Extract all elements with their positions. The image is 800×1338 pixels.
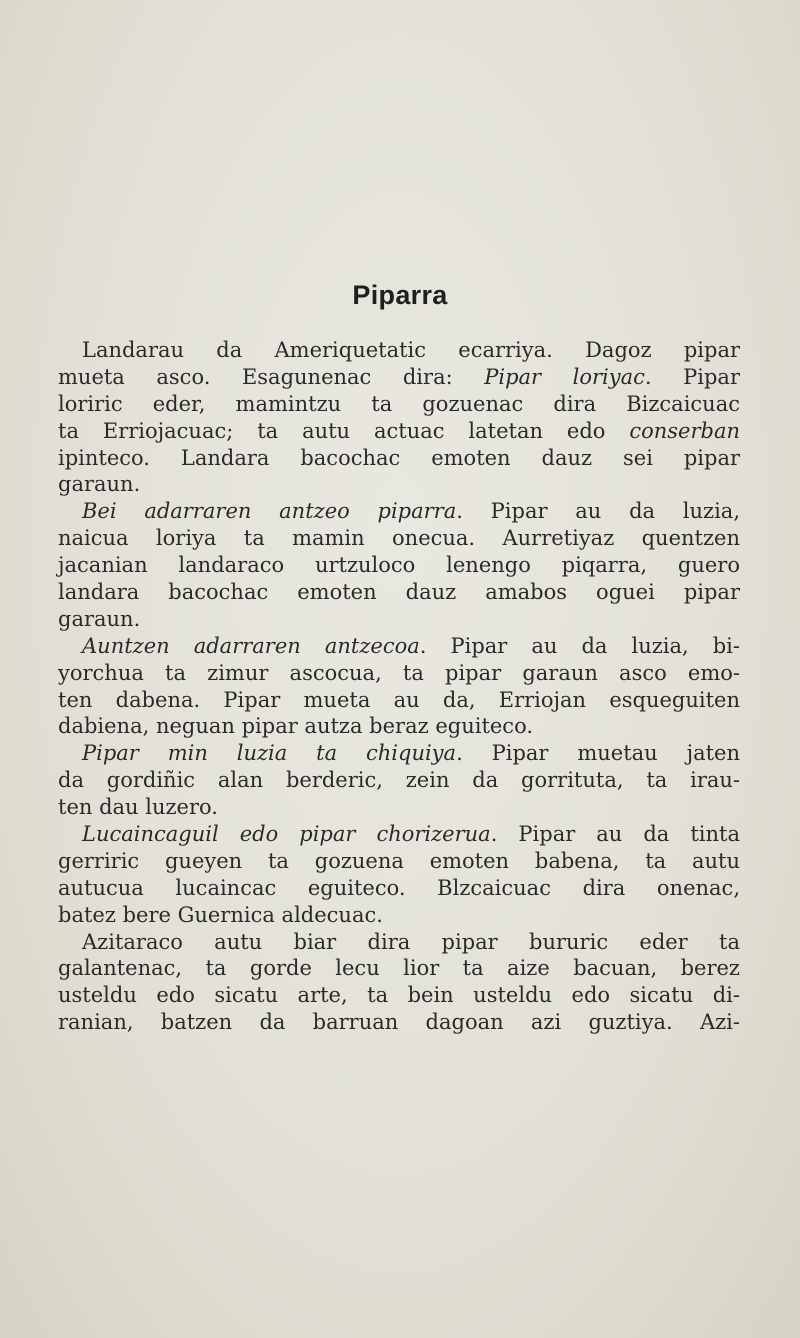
text-run: Landarau da Ameriquetatic ecarriya. Dagoz pipar (82, 338, 740, 362)
text-line (58, 929, 740, 956)
text-line (58, 445, 740, 472)
text-run: ten dau luzero. (58, 795, 218, 820)
text-run: ten dabena. Pipar mueta au da, Erriojan esqueguiten (58, 687, 740, 712)
text-line (58, 525, 740, 552)
text-line (58, 660, 740, 687)
text-run: naicua loriya ta mamin onecua. Aurretiyaz quentzen (58, 526, 740, 551)
text-run: dabiena, neguan pipar autza beraz eguiteco. (58, 714, 534, 739)
text-line (58, 902, 740, 929)
text-run: garaun. (58, 472, 141, 497)
text-run: jacanian landaraco urtzuloco lenengo piqarra, guero (58, 553, 740, 578)
italic-term: Pipar loriyac (484, 364, 645, 389)
text-line (58, 337, 740, 364)
text-line (58, 606, 740, 633)
text-run: . Pipar au da luzia, bi- (419, 633, 740, 658)
italic-term: conserban (629, 418, 740, 443)
text-line (58, 821, 740, 848)
text-run: mueta asco. Esagunenac dira: (58, 364, 485, 389)
text-run: landara bacochac emoten dauz amabos oguei pipar (58, 580, 740, 605)
text-line (58, 579, 740, 606)
text-run: autucua lucaincac eguiteco. Blzcaicuac dira onenac, (58, 875, 740, 900)
text-line (58, 1009, 740, 1036)
text-run: ranian, batzen da barruan dagoan azi guztiya. Azi- (58, 1010, 740, 1035)
text-line (58, 982, 740, 1009)
text-run: gerriric gueyen ta gozuena emoten babena, ta autu (58, 848, 740, 873)
text-line (58, 687, 740, 714)
text-line (58, 471, 740, 498)
text-run: batez bere Guernica aldecuac. (58, 902, 383, 927)
text-run: . Pipar muetau jaten (456, 741, 740, 766)
text-line (58, 767, 740, 794)
text-run: . Pipar (644, 364, 740, 389)
text-line (58, 418, 740, 445)
text-run: garaun. (58, 606, 141, 631)
italic-term: Lucaincaguil edo pipar chorizerua (82, 822, 491, 847)
text-run: . Pipar au da luzia, (456, 499, 741, 524)
text-run: ipinteco. Landara bacochac emoten dauz sei pipar (58, 445, 740, 470)
italic-term: Auntzen adarraren antzecoa (82, 633, 420, 658)
text-line (58, 713, 740, 740)
text-run: . Pipar au da tinta (490, 822, 740, 847)
text-line (58, 498, 740, 525)
text-run: Azitaraco autu biar dira pipar bururic eder ta (82, 929, 740, 954)
italic-term: Pipar min luzia ta chiquiya (82, 741, 457, 766)
text-line (58, 391, 740, 418)
italic-term: Bei adarraren antzeo piparra (82, 499, 457, 524)
text-line (58, 794, 740, 821)
page-title: Piparra (352, 280, 448, 310)
body-text (58, 337, 740, 1036)
text-line (58, 552, 740, 579)
text-run: da gordiñic alan berderic, zein da gorrituta, ta irau- (58, 768, 740, 793)
text-line (58, 848, 740, 875)
text-run: loriric eder, mamintzu ta gozuenac dira Bizcaicuac (58, 391, 740, 416)
text-run: yorchua ta zimur ascocua, ta pipar garaun asco emo- (58, 660, 740, 685)
text-line (58, 955, 740, 982)
text-line (58, 875, 740, 902)
text-run: usteldu edo sicatu arte, ta bein usteldu edo sicatu di- (58, 983, 740, 1008)
text-line (58, 633, 740, 660)
text-line (58, 740, 740, 767)
text-run: ta Erriojacuac; ta autu actuac latetan edo (58, 418, 630, 443)
text-line (58, 364, 740, 391)
text-run: galantenac, ta gorde lecu lior ta aize bacuan, berez (58, 956, 740, 981)
